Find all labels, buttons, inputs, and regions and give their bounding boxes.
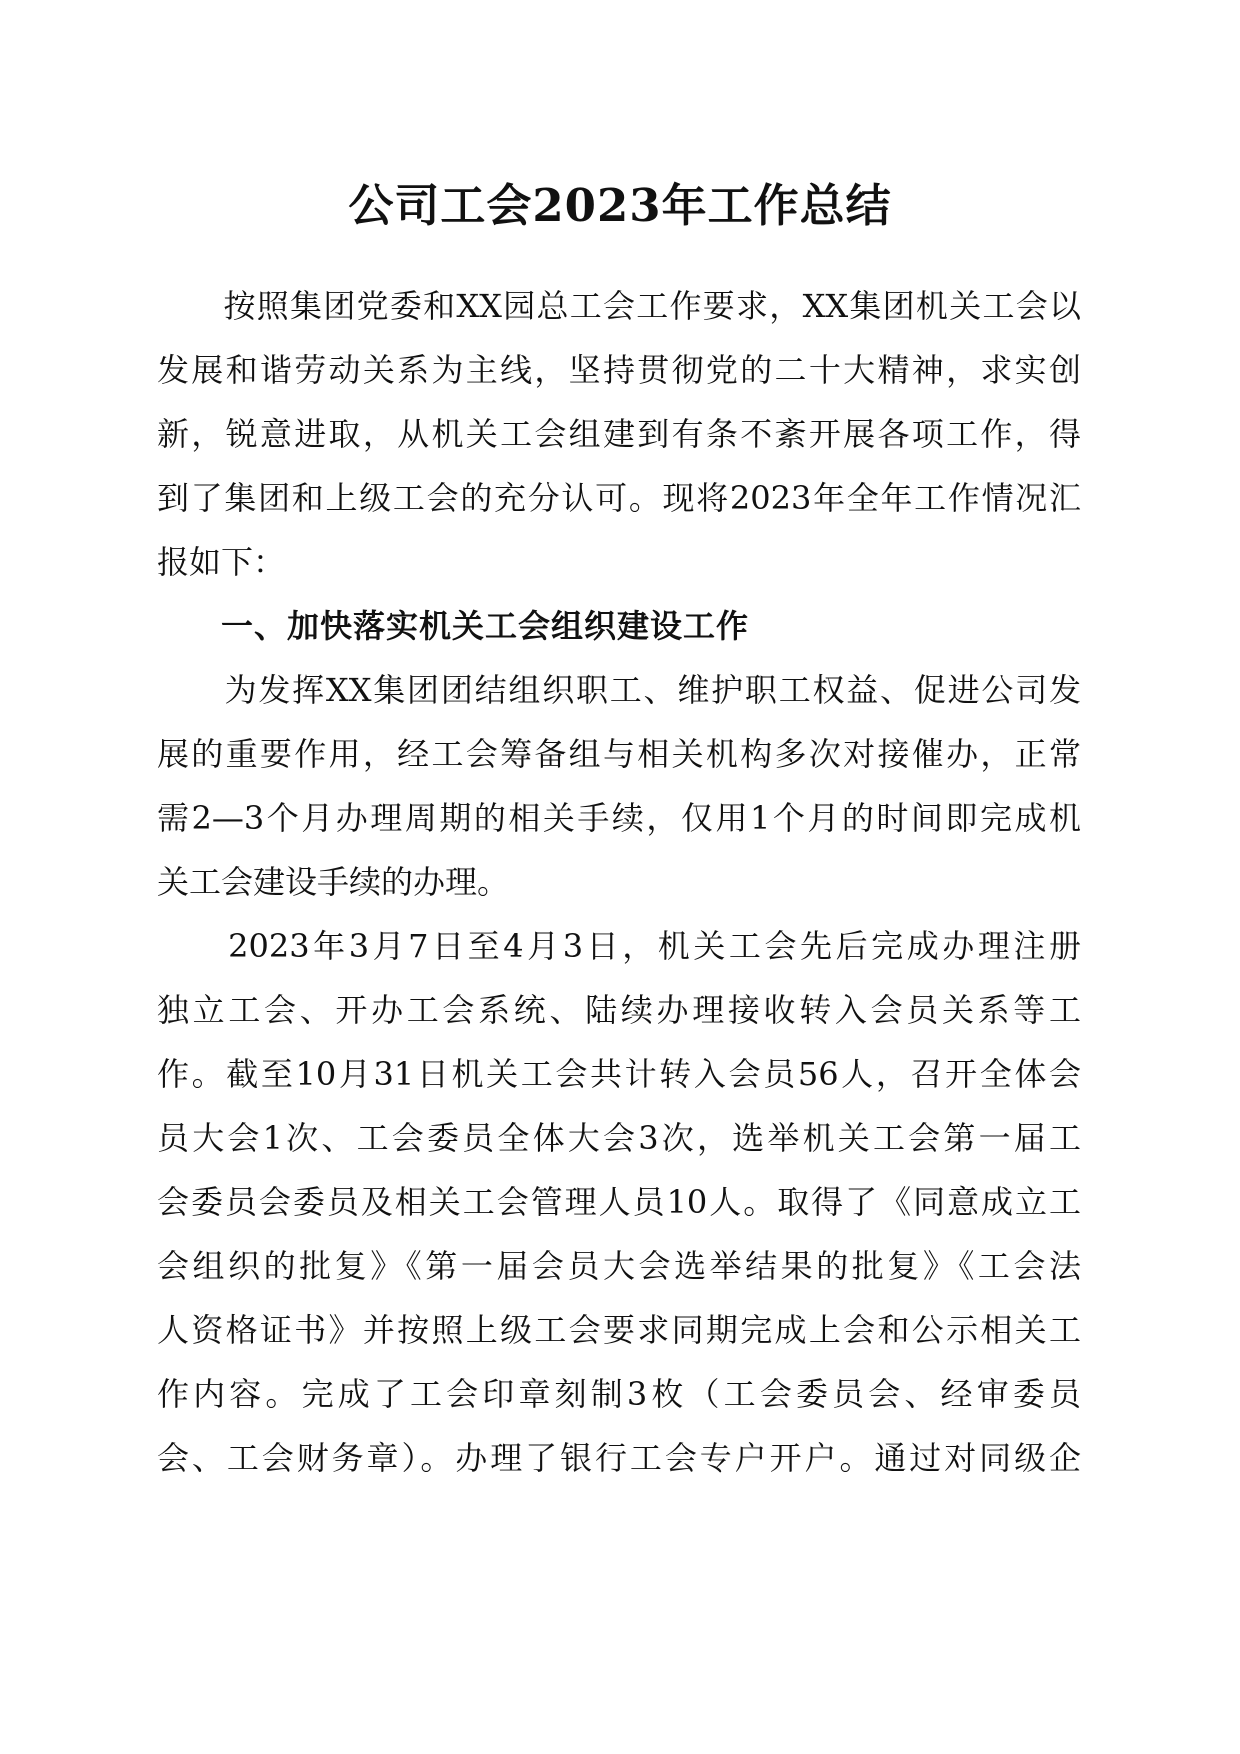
text-line: 会委员会委员及相关工会管理人员10人。取得了《同意成立工: [157, 1183, 1081, 1221]
text-line: 员大会1次、工会委员全体大会3次，选举机关工会第一届工: [157, 1119, 1081, 1157]
document-title: 公司工会2023年工作总结: [348, 179, 892, 232]
section-heading: 一、加快落实机关工会组织建设工作: [221, 607, 750, 645]
text-line: 报如下：: [157, 543, 286, 581]
text-line: 会组织的批复》《第一届会员大会选举结果的批复》《工会法: [157, 1247, 1081, 1285]
text-line: 作内容。完成了工会印章刻制3枚（工会委员会、经审委员: [157, 1375, 1081, 1413]
text-line: 发展和谐劳动关系为主线，坚持贯彻党的二十大精神，求实创: [157, 351, 1081, 389]
text-line: 新，锐意进取，从机关工会组建到有条不紊开展各项工作，得: [157, 415, 1081, 453]
text-line: 作。截至10月31日机关工会共计转入会员56人，召开全体会: [157, 1055, 1081, 1093]
text-line: 独立工会、开办工会系统、陆续办理接收转入会员关系等工: [157, 991, 1081, 1029]
text-line: 会、工会财务章）。办理了银行工会专户开户。通过对同级企: [157, 1439, 1081, 1477]
text-line: 为发挥XX集团团结组织职工、维护职工权益、促进公司发: [157, 671, 1081, 709]
text-line: 关工会建设手续的办理。: [157, 863, 510, 901]
text-line: 到了集团和上级工会的充分认可。现将2023年全年工作情况汇: [157, 479, 1081, 517]
text-line: 人资格证书》并按照上级工会要求同期完成上会和公示相关工: [157, 1311, 1081, 1349]
text-line: 按照集团党委和XX园总工会工作要求，XX集团机关工会以: [157, 287, 1081, 325]
text-line: 需2—3个月办理周期的相关手续，仅用1个月的时间即完成机: [157, 799, 1081, 837]
paragraph-intro: [157, 274, 1081, 1490]
text-line: 展的重要作用，经工会筹备组与相关机构多次对接催办，正常: [157, 735, 1081, 773]
text-line: 2023年3月7日至4月3日，机关工会先后完成办理注册: [157, 927, 1081, 965]
